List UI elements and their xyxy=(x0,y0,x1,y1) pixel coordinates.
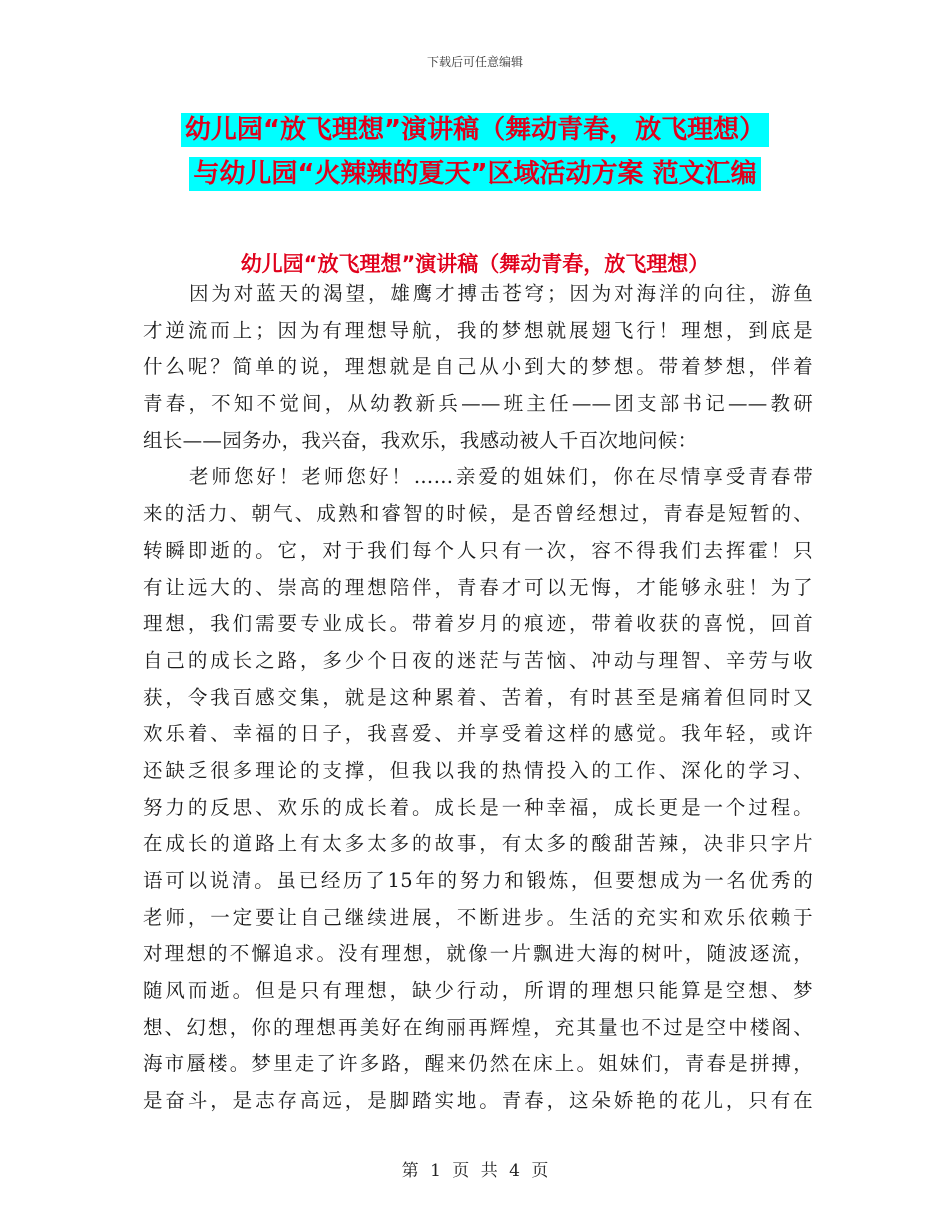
body-line: 努力的反思、欢乐的成长着。成长是一种幸福，成长更是一个过程。 xyxy=(143,795,813,819)
body-line: 有让远大的、崇高的理想陪伴，青春才可以无悔，才能够永驻！为了 xyxy=(143,575,813,599)
body-line: 才逆流而上；因为有理想导航，我的梦想就展翅飞行！理想，到底是 xyxy=(143,318,813,342)
body-line: 获，令我百感交集，就是这种累着、苦着，有时甚至是痛着但同时又 xyxy=(143,685,813,709)
title-highlight-2: 与幼儿园“火辣辣的夏天”区域活动方案 范文汇编 xyxy=(189,157,760,191)
body-line: 是奋斗，是志存高远，是脚踏实地。青春，这朵娇艳的花儿，只有在 xyxy=(143,1089,813,1113)
document-title-line-2 xyxy=(0,156,950,192)
body-line: 老师您好！老师您好！……亲爱的姐妹们，你在尽情享受青春带 xyxy=(189,465,813,489)
body-line: 海市蜃楼。梦里走了许多路，醒来仍然在床上。姐妹们，青春是拼搏， xyxy=(143,1052,813,1076)
body-line: 转瞬即逝的。它，对于我们每个人只有一次，容不得我们去挥霍！只 xyxy=(143,538,813,562)
body-line: 对理想的不懈追求。没有理想，就像一片飘进大海的树叶，随波逐流， xyxy=(143,942,813,966)
body-line: 组长——园务办，我兴奋，我欢乐，我感动被人千百次地问候： xyxy=(143,428,698,452)
body-line: 来的活力、朝气、成熟和睿智的时候，是否曾经想过，青春是短暂的、 xyxy=(143,502,813,526)
section-title: 幼儿园“放飞理想”演讲稿（舞动青春，放飞理想） xyxy=(240,252,710,276)
body-line: 自己的成长之路，多少个日夜的迷茫与苦恼、冲动与理智、辛劳与收 xyxy=(143,648,813,672)
body-line: 理想，我们需要专业成长。带着岁月的痕迹，带着收获的喜悦，回首 xyxy=(143,612,813,636)
body-line: 什么呢？简单的说，理想就是自己从小到大的梦想。带着梦想，伴着 xyxy=(143,355,813,379)
body-text xyxy=(143,276,813,1120)
body-line: 还缺乏很多理论的支撑，但我以我的热情投入的工作、深化的学习、 xyxy=(143,758,813,782)
title-highlight-1: 幼儿园“放飞理想”演讲稿（舞动青春，放飞理想） xyxy=(181,113,769,147)
page-header: 下载后可任意编辑 xyxy=(426,55,523,69)
page-footer: 第 1 页 共 4 页 xyxy=(401,1161,549,1181)
body-line: 语可以说清。虽已经历了15年的努力和锻炼，但要想成为一名优秀的 xyxy=(143,869,813,892)
body-line: 欢乐着、幸福的日子，我喜爱、并享受着这样的感觉。我年轻，或许 xyxy=(143,722,813,746)
body-line: 因为对蓝天的渴望，雄鹰才搏击苍穹；因为对海洋的向往，游鱼 xyxy=(189,282,813,305)
body-line: 老师，一定要让自己继续进展，不断进步。生活的充实和欢乐依赖于 xyxy=(143,905,813,929)
body-line: 想、幻想，你的理想再美好在绚丽再辉煌，充其量也不过是空中楼阁、 xyxy=(143,1015,813,1039)
body-line: 在成长的道路上有太多太多的故事，有太多的酸甜苦辣，决非只字片 xyxy=(143,832,813,856)
body-line: 随风而逝。但是只有理想，缺少行动，所谓的理想只能算是空想、梦 xyxy=(143,979,813,1003)
document-title-line-1 xyxy=(0,112,950,148)
body-line: 青春，不知不觉间，从幼教新兵——班主任——团支部书记——教研 xyxy=(143,392,813,416)
